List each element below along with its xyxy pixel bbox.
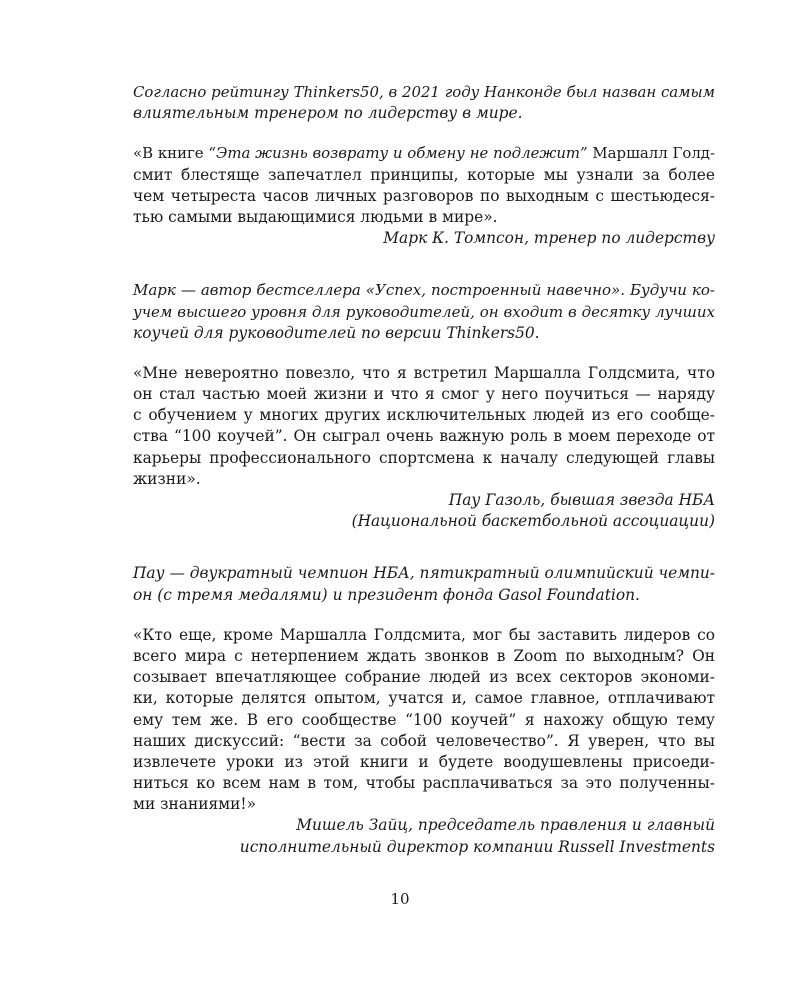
text-line: карьеры профессионального спортсмена к началу следующей главы: [133, 448, 715, 467]
book-title: “Эта жизнь возврату и обмену не подлежит”: [208, 144, 588, 163]
spacer: [133, 344, 715, 363]
attribution: [133, 815, 715, 857]
text-line: учем высшего уровня для руководителей, он входит в десятку лучших: [133, 302, 715, 321]
text-line: он стал частью моей жизни и что я смог у него поучиться — наряду: [133, 385, 715, 404]
text-line: ки, которые делятся опытом, учатся и, самое главное, отплачивают: [133, 689, 715, 708]
attribution: [133, 490, 715, 532]
text-line: жизни».: [133, 469, 201, 488]
spacer: [133, 124, 715, 143]
text-line: Согласно рейтингу Thinkers50, в 2021 году Нанконде был назван самым: [133, 83, 715, 101]
text-line: извлечете уроки из этой книги и будете воодушевлены присоеди-: [133, 752, 715, 771]
text-line: с обучением у многих других исключительных людей из его сообще-: [133, 406, 715, 425]
text-line: «Мне невероятно повезло, что я встретил Маршалла Голдсмита, что: [133, 363, 715, 382]
text-line: коучей для руководителей по версии Thinkers50.: [133, 323, 540, 342]
quote-text: «В книге: [133, 144, 209, 163]
text-line: [133, 143, 715, 164]
bio-paragraph: [133, 82, 715, 124]
text-line: ми знаниями!»: [133, 795, 257, 814]
attribution-line: Пау Газоль, бывшая звезда НБА: [448, 491, 715, 509]
attribution: [133, 228, 715, 249]
bio-paragraph: [133, 280, 715, 344]
attribution-line: исполнительный директор компании Russell Investments: [239, 837, 715, 856]
text-line: Марк — автор бестселлера «Успех, построенный навечно». Будучи ко-: [133, 281, 715, 300]
text-line: ему тем же. В его сообществе “100 коучей” я нахожу общую тему: [133, 710, 715, 729]
bio-paragraph: [133, 563, 715, 605]
quote-paragraph: [133, 625, 715, 816]
text-line: всего мира с нетерпением ждать звонков в Zoom по выходным? Он: [133, 646, 715, 665]
page-content: [133, 82, 715, 858]
text-line: чем четыреста часов личных разговоров по выходным с шестьюдеся-: [133, 186, 715, 205]
page-number: 10: [390, 890, 410, 908]
text-line: «Кто еще, кроме Маршалла Голдсмита, мог бы заставить лидеров со: [133, 625, 715, 644]
text-line: ства “100 коучей”. Он сыграл очень важную роль в моем переходе от: [133, 427, 715, 446]
text-line: смит блестяще запечатлел принципы, которые мы узнали за более: [133, 165, 715, 184]
text-line: созывает впечатляющее собрание людей из всех секторов экономи-: [133, 668, 715, 687]
text-line: он (с тремя медалями) и президент фонда Gasol Foundation.: [133, 585, 640, 604]
spacer: [133, 249, 715, 280]
quote-paragraph: [133, 143, 715, 228]
attribution-line: (Национальной баскетбольной ассоциации): [351, 512, 715, 531]
text-line: Пау — двукратный чемпион НБА, пятикратный олимпийский чемпи-: [133, 564, 715, 583]
quote-text: Маршалл Голд-: [587, 144, 715, 163]
text-line: ниться ко всем нам в том, чтобы расплачиваться за это полученны-: [133, 774, 715, 793]
spacer: [133, 532, 715, 563]
attribution-line: Марк К. Томпсон, тренер по лидерству: [383, 229, 715, 248]
text-line: наших дискуссий: “вести за собой человечество”. Я уверен, что вы: [133, 731, 715, 750]
text-line: тью самыми выдающимися людьми в мире».: [133, 207, 498, 226]
text-line: влиятельным тренером по лидерству в мире.: [133, 104, 523, 123]
attribution-line: Мишель Зайц, председатель правления и главный: [296, 816, 715, 835]
quote-paragraph: [133, 363, 715, 490]
spacer: [133, 606, 715, 625]
